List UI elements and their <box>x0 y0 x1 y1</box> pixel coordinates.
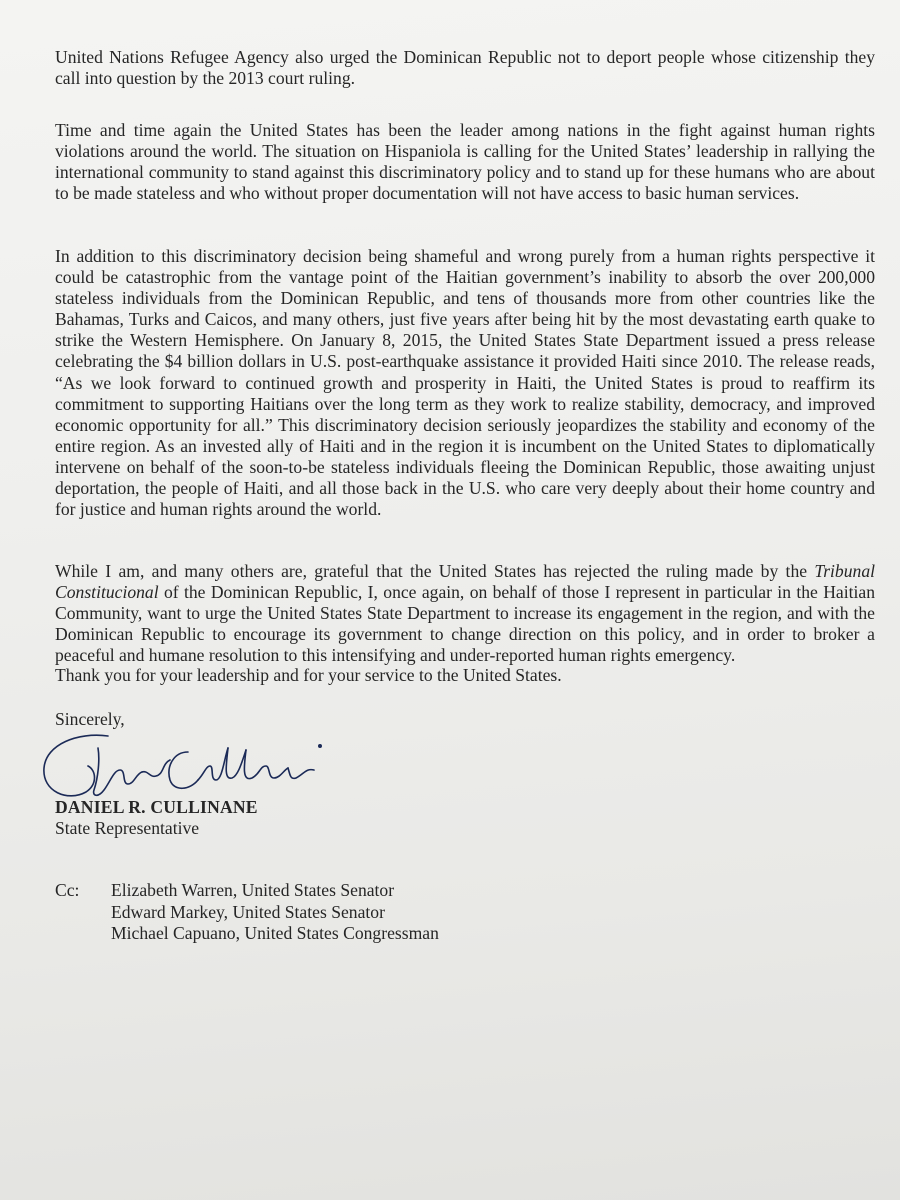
paragraph-refugee-agency: United Nations Refugee Agency also urged the Dominican Republic not to deport people whose citizenship they call into question by the 2013 court ruling. <box>55 47 875 89</box>
cc-recipient-list <box>111 880 439 945</box>
cc-label: Cc: <box>55 880 80 900</box>
paragraph-request-part-2: of the Dominican Republic, I, once again, on behalf of those I represent in particular in the Haitian Community, want to urge the United States State Department to increase its engagement in the region, and with the Dominican Republic to encourage its government to change direction on this policy, and in order to broker a peaceful and humane resolution to this intensifying and under-reported human rights emergency. <box>55 582 875 666</box>
signer-title: State Representative <box>55 818 200 838</box>
paragraph-us-leadership: Time and time again the United States has been the leader among nations in the fight against human rights violations around the world. The situation on Hispaniola is calling for the United States’ leadership in rallying the international community to stand against this discriminatory policy and to stand up for these humans who are about to be made stateless and who without proper documentation will not have access to basic human services. <box>55 120 875 204</box>
cc-recipient: Edward Markey, United States Senator <box>111 901 385 922</box>
paragraph-request <box>55 561 875 666</box>
signer-name: DANIEL R. CULLINANE <box>55 797 258 817</box>
paragraph-request-part-1: While I am, and many others are, grateful that the United States has rejected the ruling made by the <box>55 561 815 581</box>
cc-recipient: Michael Capuano, United States Congressman <box>111 923 439 944</box>
paragraph-thanks: Thank you for your leadership and for your service to the United States. <box>55 665 562 685</box>
paragraph-haiti-impact: In addition to this discriminatory decision being shameful and wrong purely from a human rights perspective it could be catastrophic from the vantage point of the Haitian government’s inability to absorb the over 200,000 stateless individuals from the Dominican Republic, and tens of thousands more from other countries like the Bahamas, Turks and Caicos, and many others, just five years after being hit by the most devastating earth quake to strike the Western Hemisphere. On January 8, 2015, the United States State Department issued a press release celebrating the $4 billion dollars in U.S. post-earthquake assistance it provided Haiti since 2010. The release reads, “As we look forward to continued growth and prosperity in Haiti, the United States is proud to reaffirm its commitment to supporting Haitians over the long term as they work to realize stability, democracy, and improved economic opportunity for all.” This discriminatory decision seriously jeopardizes the stability and economy of the entire region. As an invested ally of Haiti and in the region it is incumbent on the United States to diplomatically intervene on behalf of the soon-to-be stateless individuals fleeing the Dominican Republic, those awaiting unjust deportation, the people of Haiti, and all those back in the U.S. who care very deeply about their home country and for justice and human rights around the world. <box>55 246 875 520</box>
closing-salutation: Sincerely, <box>55 709 125 729</box>
tribunal-name: Tribunal Constitucional <box>55 561 875 603</box>
cc-recipient: Elizabeth Warren, United States Senator <box>111 880 395 900</box>
